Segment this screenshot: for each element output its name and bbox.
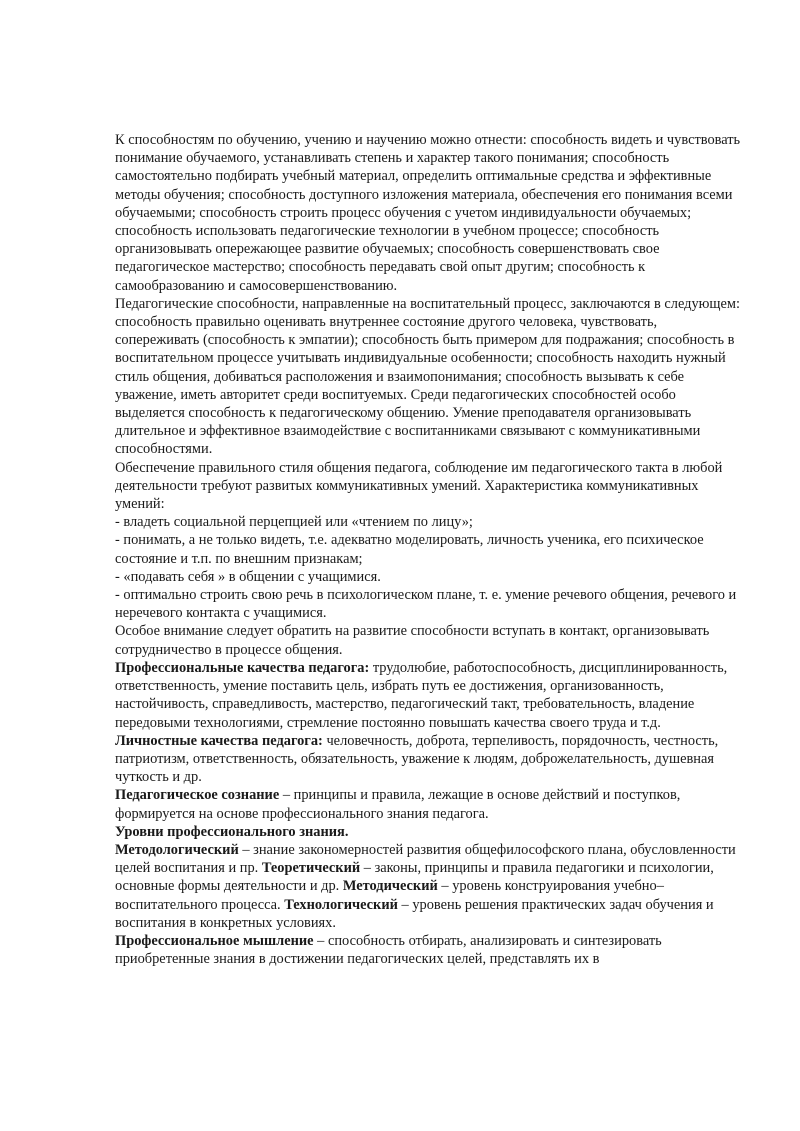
text-theoretical: – законы, принципы и правила педагогики и психологии, основные формы деятельности и др. xyxy=(115,860,714,895)
text-pedagogical-consciousness: – принципы и правила, лежащие в основе действий и поступков, формируется на основе профессионального знания педагога. xyxy=(115,787,681,822)
term-pedagogical-consciousness: Педагогическое сознание xyxy=(115,787,280,804)
term-professional-thinking: Профессиональное мышление xyxy=(115,932,314,949)
paragraph-learning-abilities: К способностям по обучению, учению и научению можно отнести: способность видеть и чувствовать понимание обучаемого, устанавливать степень и характер такого понимания; способность самостоятельно подбирать учебный материал, определить оптимальные средства и эффективные методы обучения; способность доступного изложения материала, обеспечения его понимания всеми обучаемыми; способность строить процесс обучения с учетом индивидуальности обучаемых; способность использовать педагогические технологии в учебном процессе; способность организовывать опережающее развитие обучаемых; способность совершенствовать свое педагогическое мастерство; способность передавать свой опыт другим; способность к самообразованию и самосовершенствованию. xyxy=(115,132,741,294)
term-methodological: Методологический xyxy=(115,841,239,858)
term-personal-qualities: Личностные качества педагога: xyxy=(115,732,323,749)
list-item-social-perception: - владеть социальной перцепцией или «чтением по лицу»; xyxy=(115,514,473,531)
document-body xyxy=(115,131,745,968)
paragraph-professional-thinking xyxy=(115,932,745,968)
text-methodical: – уровень конструирования учебно–воспитательного процесса. xyxy=(115,878,664,913)
term-technological: Технологический xyxy=(284,896,398,913)
paragraph-professional-qualities xyxy=(115,659,745,732)
paragraph-knowledge-levels xyxy=(115,841,745,932)
list-item-understand-student: - понимать, а не только видеть, т.е. адекватно моделировать, личность ученика, его психическое состояние и т.п. по внешним признакам; xyxy=(115,532,704,567)
heading-knowledge-levels-text: Уровни профессионального знания. xyxy=(115,823,349,840)
paragraph-educational-abilities: Педагогические способности, направленные на воспитательный процесс, заключаются в следующем: способность правильно оценивать внутреннее состояние другого человека, чувствовать, сопереживать (способность к эмпатии); способность быть примером для подражания; способность в воспитательном процессе учитывать индивидуальные особенности; способность находить нужный стиль общения, добиваться расположения и взаимопонимания; способность вызывать к себе уважение, иметь авторитет среди воспитуемых. Среди педагогических способностей особо выделяется способность к педагогическому общению. Умение преподавателя организовывать длительное и эффективное взаимодействие с воспитанниками связывают с коммуникативными способностями. xyxy=(115,295,740,458)
text-methodological: – знание закономерностей развития общефилософского плана, обусловленности целей воспитания и пр. xyxy=(115,841,736,877)
text-professional-thinking: – способность отбирать, анализировать и синтезировать приобретенные знания в достижении педагогических целей, представлять их в xyxy=(115,932,662,968)
paragraph-communication-style: Обеспечение правильного стиля общения педагога, соблюдение им педагогического такта в любой деятельности требуют развитых коммуникативных умений. Характеристика коммуникативных умений: xyxy=(115,459,723,513)
term-methodical: Методический xyxy=(342,878,438,895)
list-item-speech: - оптимально строить свою речь в психологическом плане, т. е. умение речевого общения, речевого и неречевого контакта с учащимися. xyxy=(115,587,737,622)
term-professional-qualities: Профессиональные качества педагога: xyxy=(115,659,370,676)
paragraph-contact: Особое внимание следует обратить на развитие способности вступать в контакт, организовывать сотрудничество в процессе общения. xyxy=(115,623,710,658)
list-item-present-self: - «подавать себя » в общении с учащимися. xyxy=(115,568,381,585)
text-professional-qualities: трудолюбие, работоспособность, дисциплинированность, ответственность, умение поставить цель, избрать путь ее достижения, организованность, настойчивость, справедливость, мастерство, педагогический такт, требовательность, владение передовыми технологиями, стремление постоянно повышать качества своего труда и т.д. xyxy=(115,659,728,731)
text-personal-qualities: человечность, доброта, терпеливость, порядочность, честность, патриотизм, ответственность, обязательность, уважение к людям, доброжелательность, душевная чуткость и др. xyxy=(115,732,719,786)
term-theoretical: Теоретический xyxy=(261,860,361,877)
paragraph-pedagogical-consciousness xyxy=(115,786,745,822)
text-technological: – уровень решения практических задач обучения и воспитания в конкретных условиях. xyxy=(115,896,714,931)
paragraph-personal-qualities xyxy=(115,732,745,787)
heading-knowledge-levels xyxy=(115,823,745,841)
